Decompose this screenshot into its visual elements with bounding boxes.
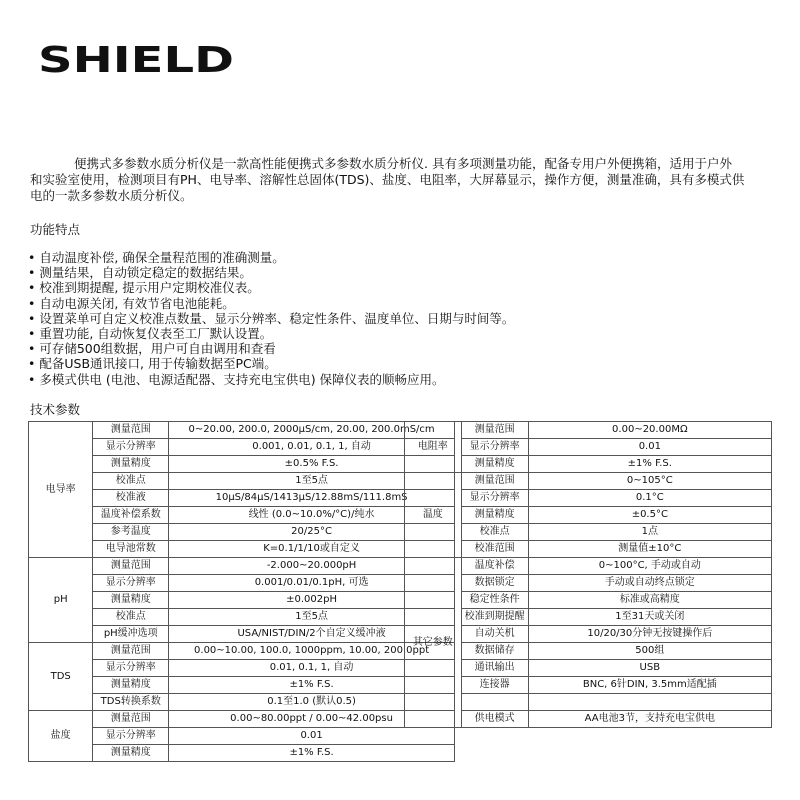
- spec-param-value: 10μS/84μS/1413μS/12.88mS/111.8mS: [169, 490, 455, 507]
- feature-item: • 自动电源关闭, 有效节省电池能耗。: [28, 296, 773, 311]
- spec-param-name: 自动关机: [461, 626, 528, 643]
- feature-item: • 测量结果，自动锁定稳定的数据结果。: [28, 265, 773, 280]
- spec-param-name: 供电模式: [461, 711, 528, 728]
- feature-item: • 多模式供电 (电池、电源适配器、支持充电宝供电) 保障仪表的顺畅应用。: [28, 372, 773, 387]
- spec-param-name: 连接器: [461, 677, 528, 694]
- spec-row: [29, 490, 455, 507]
- spec-row: [29, 456, 455, 473]
- spec-param-value: 线性 (0.0~10.0%/°C)/纯水: [169, 507, 455, 524]
- spec-row: [29, 541, 455, 558]
- spec-row: [29, 558, 455, 575]
- spec-row: [29, 473, 455, 490]
- spec-param-value: 0.001, 0.01, 0.1, 1, 自动: [169, 439, 455, 456]
- spec-param-value: 标准或高精度: [528, 592, 771, 609]
- features-title: 功能特点: [30, 222, 81, 237]
- feature-item: • 重置功能, 自动恢复仪表至工厂默认设置。: [28, 326, 773, 341]
- spec-param-name: pH缓冲选项: [93, 626, 169, 643]
- spec-param-name: 显示分辨率: [461, 439, 528, 456]
- spec-group-label: 电导率: [29, 422, 93, 558]
- spec-param-value: 1至5点: [169, 609, 455, 626]
- spec-param-value: 0~100°C, 手动或自动: [528, 558, 771, 575]
- spec-row: [29, 694, 455, 711]
- spec-param-value: 1至5点: [169, 473, 455, 490]
- spec-param-name: 测量精度: [461, 456, 528, 473]
- spec-row: [29, 643, 455, 660]
- spec-param-value: 测量值±10°C: [528, 541, 771, 558]
- spec-row: [29, 575, 455, 592]
- spec-group-label: 盐度: [29, 711, 93, 762]
- spec-param-name: 显示分辨率: [93, 728, 169, 745]
- spec-row: [29, 626, 455, 643]
- spec-param-value: 0.01, 0.1, 1, 自动: [169, 660, 455, 677]
- spec-param-value: ±1% F.S.: [169, 677, 455, 694]
- spec-param-value: -2.000~20.000pH: [169, 558, 455, 575]
- spec-param-name: 校准液: [93, 490, 169, 507]
- spec-param-value: BNC, 6针DIN, 3.5mm适配插: [528, 677, 771, 694]
- logo-text: SHIELD: [38, 40, 234, 76]
- spec-param-name: 测量范围: [93, 711, 169, 728]
- spec-row: [29, 439, 455, 456]
- spec-row: [29, 745, 455, 762]
- spec-group-label: 其它参数: [405, 558, 462, 728]
- spec-param-name: 数据储存: [461, 643, 528, 660]
- spec-param-value: 0~20.00, 200.0, 2000μS/cm, 20.00, 200.0mS/cm: [169, 422, 455, 439]
- spec-row: [29, 660, 455, 677]
- spec-group-label: 温度: [405, 473, 462, 558]
- spec-param-name: 测量精度: [93, 456, 169, 473]
- spec-param-name: 校准点: [93, 473, 169, 490]
- spec-param-name: 测量精度: [93, 592, 169, 609]
- spec-param-name: TDS转换系数: [93, 694, 169, 711]
- spec-param-value: 500组: [528, 643, 771, 660]
- spec-param-value: 0.001/0.01/0.1pH, 可选: [169, 575, 455, 592]
- spec-param-value: 0.1至1.0 (默认0.5): [169, 694, 455, 711]
- spec-param-name: 通讯输出: [461, 660, 528, 677]
- spec-param-value: ±0.5% F.S.: [169, 456, 455, 473]
- spec-table-left: [28, 421, 455, 762]
- spec-row: [405, 558, 772, 575]
- intro-paragraph: [30, 156, 775, 204]
- spec-param-value: ±1% F.S.: [528, 456, 771, 473]
- intro-line-3: 电的一款多参数水质分析仪。: [30, 188, 193, 203]
- spec-param-name: 校准点: [461, 524, 528, 541]
- spec-param-name: 测量精度: [93, 677, 169, 694]
- feature-list: [28, 250, 773, 387]
- spec-param-value: 0.1°C: [528, 490, 771, 507]
- spec-group-label: pH: [29, 558, 93, 643]
- spec-row: [29, 609, 455, 626]
- spec-param-name: 测量范围: [461, 473, 528, 490]
- spec-param-value: 20/25°C: [169, 524, 455, 541]
- spec-row: [405, 422, 772, 439]
- spec-param-value: 0.00~10.00, 100.0, 1000ppm, 10.00, 200.0ppt: [169, 643, 455, 660]
- spec-param-value: 0~105°C: [528, 473, 771, 490]
- spec-table-right: [404, 421, 772, 728]
- feature-item: • 可存储500组数据，用户可自由调用和查看: [28, 341, 773, 356]
- spec-row: [29, 592, 455, 609]
- spec-param-value: USB: [528, 660, 771, 677]
- spec-param-value: K=0.1/1/10或自定义: [169, 541, 455, 558]
- spec-param-value: AA电池3节，支持充电宝供电: [528, 711, 771, 728]
- spec-param-name: 校准点: [93, 609, 169, 626]
- spec-param-name: [461, 694, 528, 711]
- spec-param-name: 显示分辨率: [93, 439, 169, 456]
- feature-item: • 配备USB通讯接口, 用于传输数据至PC端。: [28, 356, 773, 371]
- spec-param-value: 0.00~20.00MΩ: [528, 422, 771, 439]
- spec-row: [405, 473, 772, 490]
- spec-param-value: 0.01: [169, 728, 455, 745]
- spec-param-name: 数据锁定: [461, 575, 528, 592]
- spec-param-name: 测量精度: [93, 745, 169, 762]
- spec-param-value: ±0.5°C: [528, 507, 771, 524]
- spec-param-value: ±0.002pH: [169, 592, 455, 609]
- spec-row: [29, 524, 455, 541]
- intro-line-1: 便携式多参数水质分析仪是一款高性能便携式多参数水质分析仪. 具有多项测量功能，配备专用户外便携箱，适用于户外: [74, 156, 732, 171]
- spec-row: [29, 728, 455, 745]
- spec-param-value: 10/20/30分钟无按键操作后: [528, 626, 771, 643]
- spec-param-value: [528, 694, 771, 711]
- spec-param-name: 显示分辨率: [461, 490, 528, 507]
- spec-param-name: 测量范围: [461, 422, 528, 439]
- brand-logo: [38, 40, 238, 80]
- feature-item: • 自动温度补偿, 确保全量程范围的准确测量。: [28, 250, 773, 265]
- spec-row: [29, 422, 455, 439]
- spec-param-name: 测量范围: [93, 422, 169, 439]
- spec-param-value: 手动或自动终点锁定: [528, 575, 771, 592]
- spec-param-name: 测量范围: [93, 643, 169, 660]
- spec-param-value: 0.01: [528, 439, 771, 456]
- spec-row: [29, 711, 455, 728]
- spec-param-name: 电导池常数: [93, 541, 169, 558]
- intro-line-2: 和实验室使用，检测项目有PH、电导率、溶解性总固体(TDS)、盐度、电阻率，大屏幕显示，操作方便，测量准确，具有多模式供: [30, 172, 745, 187]
- spec-param-name: 校准到期提醒: [461, 609, 528, 626]
- spec-param-name: 稳定性条件: [461, 592, 528, 609]
- shield-logo-graphic: [38, 40, 238, 76]
- spec-param-value: 0.00~80.00ppt / 0.00~42.00psu: [169, 711, 455, 728]
- spec-param-value: USA/NIST/DIN/2个自定义缓冲液: [169, 626, 455, 643]
- spec-group-label: 电阻率: [405, 422, 462, 473]
- spec-param-name: 显示分辨率: [93, 575, 169, 592]
- spec-param-name: 测量范围: [93, 558, 169, 575]
- spec-param-name: 参考温度: [93, 524, 169, 541]
- spec-row: [29, 677, 455, 694]
- spec-param-name: 测量精度: [461, 507, 528, 524]
- spec-param-name: 显示分辨率: [93, 660, 169, 677]
- feature-item: • 设置菜单可自定义校准点数量、显示分辨率、稳定性条件、温度单位、日期与时间等。: [28, 311, 773, 326]
- feature-item: • 校准到期提醒, 提示用户定期校准仪表。: [28, 280, 773, 295]
- spec-param-name: 校准范围: [461, 541, 528, 558]
- spec-param-value: ±1% F.S.: [169, 745, 455, 762]
- spec-row: [29, 507, 455, 524]
- specs-title: 技术参数: [30, 402, 81, 417]
- spec-param-value: 1点: [528, 524, 771, 541]
- spec-param-name: 温度补偿系数: [93, 507, 169, 524]
- spec-param-value: 1至31天或关闭: [528, 609, 771, 626]
- spec-param-name: 温度补偿: [461, 558, 528, 575]
- spec-group-label: TDS: [29, 643, 93, 711]
